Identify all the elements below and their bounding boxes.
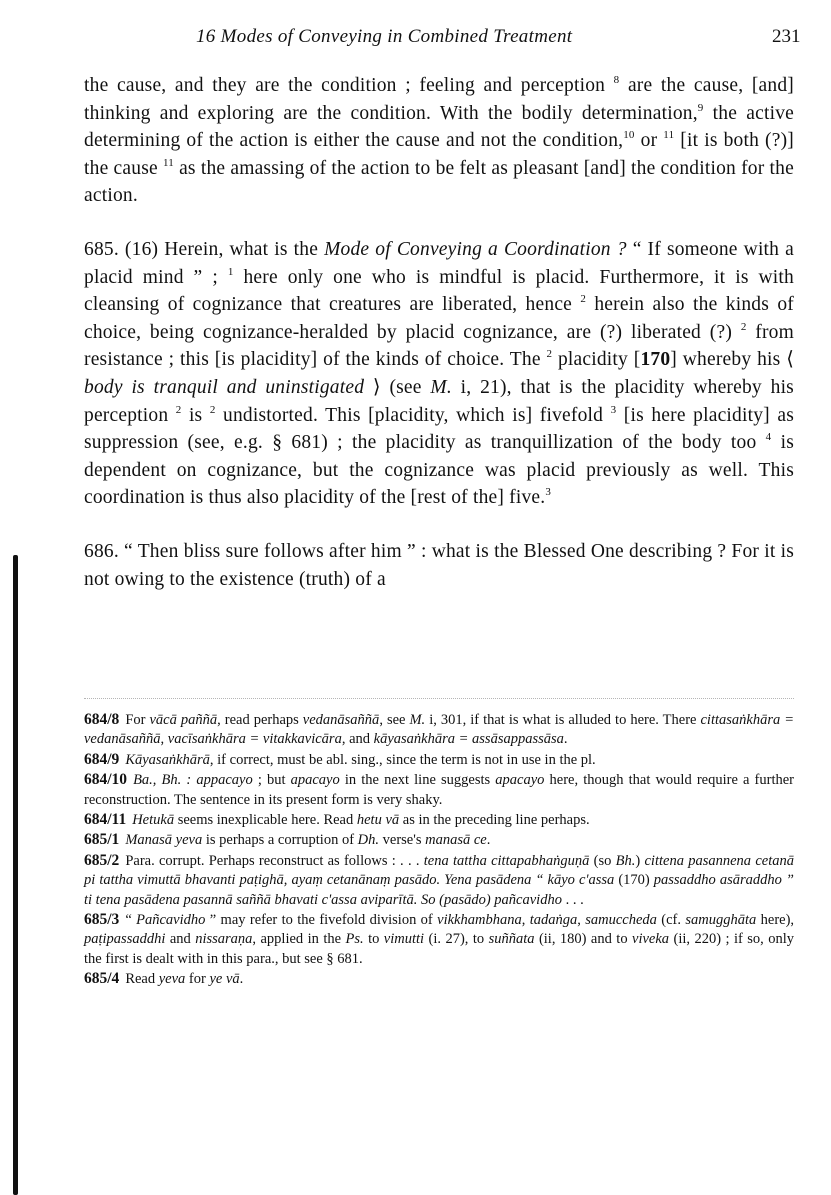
footnote-italic-run: Ps. xyxy=(345,931,364,948)
footnote-text-run: . xyxy=(239,971,244,988)
footnote-text-run: ; but xyxy=(252,772,291,789)
footnote-text-run: is perhaps a corruption of xyxy=(202,832,358,849)
footnote-italic-run: Hetukā xyxy=(132,812,175,829)
text-run: the active determining of the action is either the cause and not the condition, xyxy=(84,102,794,152)
footnote xyxy=(84,851,794,910)
folio-marker: 170 xyxy=(640,349,671,371)
text-run: as the amassing of the action to be felt as pleasant [and] the condition for the action. xyxy=(84,157,794,207)
footnote-divider xyxy=(84,698,794,699)
footnote-text-run: (ii, 180) and to xyxy=(534,931,633,948)
footnote xyxy=(84,830,794,850)
footnote-text-run: and xyxy=(165,931,196,948)
footnote-italic-run: Dh. xyxy=(357,832,380,849)
footnote-ref: 2 xyxy=(546,348,553,361)
text-run: 686. “ Then bliss sure follows after him ” : what is the Blessed One describing ? For it is not owing to the existence (truth) of a xyxy=(84,540,794,590)
footnote-italic-run: tena tattha cittapabhaṅguṇā xyxy=(423,852,590,869)
text-run: ] whereby his ⟨ xyxy=(670,349,795,371)
page-number: 231 xyxy=(772,26,801,47)
footnote-text-run: seems inexplicable here. Read xyxy=(174,812,357,829)
footnote-italic-run: samugghāta xyxy=(685,912,757,929)
footnote-text-run: , xyxy=(160,731,168,748)
footnote-label: 684/9 xyxy=(84,750,120,768)
footnote-label: 685/1 xyxy=(84,831,120,849)
footnote-italic-run: passaddho asāraddho ” ti tena pasādena pasannā saññā bhavati c'assa aviparītā. So (pasādo) pañcavidho xyxy=(84,872,794,908)
text-run: placidity [ xyxy=(552,349,641,371)
text-run: the cause, and they are the condition ; feeling and perception xyxy=(84,75,614,96)
footnote xyxy=(84,750,794,770)
footnote-text-run: i, 301, if that is what is alluded to here. There xyxy=(425,712,701,728)
footnote-italic-run: Ba., Bh. : appacayo xyxy=(133,772,253,789)
footnote-italic-run: ye vā xyxy=(209,971,240,988)
footnote-italic-run: tadaṅga xyxy=(529,912,578,929)
footnote-italic-run: cittasaṅkhāra = vedanāsaññā xyxy=(84,712,795,748)
text-run: [is here placidity] as suppression (see, e.g. § 681) ; the placidity as tranquillization of the body too xyxy=(84,404,794,454)
text-run: are the cause, [and] thinking and exploring are the condition. With the bodily determination, xyxy=(84,75,794,124)
footnote-ref: 2 xyxy=(580,293,587,306)
text-run: “ If someone with a placid mind ” ; xyxy=(84,238,794,288)
footnote-italic-run: Bh. xyxy=(615,852,636,869)
footnote-label: 684/11 xyxy=(84,811,127,829)
footnote-label: 684/10 xyxy=(84,771,128,789)
footnote xyxy=(84,910,794,969)
footnote-text-run: , see xyxy=(379,712,410,728)
footnote-italic-run: Manasā yeva xyxy=(125,832,203,849)
footnote xyxy=(84,770,794,810)
footnote-italic-run: suññata xyxy=(488,931,535,948)
footnote-label: 685/3 xyxy=(84,911,120,929)
footnote-italic-run: vacīsaṅkhāra = vitakkavicāra xyxy=(167,731,342,748)
text-run: i, 21), that is the placidity whereby his perception xyxy=(84,376,794,426)
footnote-label: 685/4 xyxy=(84,970,120,988)
footnote-text-run: ) xyxy=(635,852,645,869)
footnote-text-run: ” may refer to the fivefold division of xyxy=(205,912,438,929)
footnote-text-run: (170) xyxy=(614,872,654,889)
text-run: [it is both (?)] the cause xyxy=(84,130,794,179)
footnote-ref: 8 xyxy=(613,74,620,86)
text-run: undistorted. This [placidity, which is] fivefold xyxy=(215,404,611,426)
footnote-text-run: verse's xyxy=(379,832,426,849)
footnote-text-run: to xyxy=(363,931,384,948)
footnote-text-run: , and xyxy=(341,731,374,748)
footnote-ref: 2 xyxy=(175,403,182,416)
italic-quote: body is tranquil and uninstigated xyxy=(84,376,365,398)
footnote-ref: 11 xyxy=(162,156,174,169)
text-run: herein also the kinds of choice, being cognizance-heralded by placid cognizance, are (?) liberated (?) xyxy=(84,294,794,343)
footnote-text-run: here, though that would require a further reconstruction. The sentence in its present form is very shaky. xyxy=(84,772,795,808)
footnote-italic-run: yeva xyxy=(158,971,186,988)
footnote-text-run: (ii, 220) ; if so, only the first is dealt with in this para., but see § 681. xyxy=(84,931,794,967)
footnote-text-run: , xyxy=(521,912,530,929)
footnote-italic-run: kāyasaṅkhāra = assāsappassāsa xyxy=(373,731,564,748)
paragraph-685 xyxy=(84,236,794,512)
footnote-italic-run: samuccheda xyxy=(585,912,657,929)
text-run: ⟩ (see xyxy=(364,376,431,398)
footnote-ref: 1 xyxy=(227,265,234,278)
footnote-label: 685/2 xyxy=(84,851,120,869)
footnote-text-run: , if correct, must be abl. sing., since the term is not in use in the pl. xyxy=(209,751,596,768)
footnote-ref: 11 xyxy=(663,129,675,142)
text-run: is xyxy=(181,404,210,426)
main-text xyxy=(84,72,794,593)
footnote-ref: 3 xyxy=(610,403,617,416)
footnote-italic-run: apacayo xyxy=(495,772,545,789)
footnote-italic-run: vimutti xyxy=(383,931,425,948)
footnote-italic-run: hetu vā xyxy=(356,812,400,829)
footnote-text-run: , applied in the xyxy=(252,931,346,948)
footnote-text-run: , xyxy=(577,912,586,929)
footnote-text-run: (cf. xyxy=(656,912,686,929)
text-run: here only one who is mindful is placid. Furthermore, it is with cleansing of cognizance that creatures are liberated, hence xyxy=(84,266,794,316)
footnote-text-run: (i. 27), to xyxy=(424,931,489,948)
footnote-ref: 3 xyxy=(545,486,552,499)
footnote-text-run: . xyxy=(486,832,491,849)
footnote-italic-run: paṭipassaddhi xyxy=(84,931,166,948)
scan-binding-edge xyxy=(13,555,18,1195)
footnote-text-run: . xyxy=(563,731,568,748)
footnote-italic-run: apacayo xyxy=(290,772,340,789)
footnote-text-run: For xyxy=(125,712,150,728)
footnote-ref: 2 xyxy=(740,320,747,333)
footnote-text-run: (so xyxy=(589,852,616,869)
footnote-ref: 10 xyxy=(623,129,635,142)
running-title: 16 Modes of Conveying in Combined Treatment xyxy=(196,26,573,47)
footnote xyxy=(84,810,794,830)
text-run: 685. (16) Herein, what is the xyxy=(84,238,325,260)
footnote-italic-run: Kāyasaṅkhārā xyxy=(125,751,210,768)
footnote-ref: 9 xyxy=(697,101,704,114)
footnote-italic-run: vācā paññā xyxy=(149,712,218,728)
footnote-text-run: as in the preceding line perhaps. xyxy=(399,812,590,829)
text-run: or xyxy=(634,130,664,152)
text-run: from resistance ; this [is placidity] of the kinds of choice. The xyxy=(84,321,795,371)
footnote-text-run: , read perhaps xyxy=(217,712,303,728)
footnote-text-run: Read xyxy=(125,971,159,988)
section-heading-italic: Mode of Conveying a Coordination ? xyxy=(324,238,627,260)
footnote-text-run: here), xyxy=(756,912,795,929)
footnote xyxy=(84,710,794,750)
footnote-text-run: for xyxy=(185,971,210,988)
footnote-ref: 4 xyxy=(765,431,772,444)
paragraph-continuation xyxy=(84,72,794,210)
footnote-italic-run: viveka xyxy=(632,931,670,948)
footnote-text-run: “ xyxy=(125,912,137,929)
footnote-italic-run: vedanāsaññā xyxy=(302,712,380,728)
footnote xyxy=(84,969,794,989)
footnote-text-run: . . . xyxy=(561,891,584,908)
footnote-italic-run: cittena pasannena cetanā pi tattha vimuttā bhavanti paṭighā, ayaṃ cetanānaṃ pasādo. Yena pasādena “ kāyo c'assa xyxy=(84,852,794,889)
footnote-label: 684/8 xyxy=(84,711,120,728)
footnote-text-run: in the next line suggests xyxy=(339,772,496,789)
footnote-italic-run: vikkhambhana xyxy=(437,912,522,929)
footnote-text-run: Para. corrupt. Perhaps reconstruct as follows : . . . xyxy=(125,852,424,869)
text-run: is dependent on cognizance, but the cognizance was placid previously as well. This coordination is thus also placidity of the [rest of the] five. xyxy=(84,432,794,509)
italic-abbrev: M. xyxy=(430,376,452,398)
footnote-italic-run: Pañcavidho xyxy=(136,912,206,929)
footnote-italic-run: nissaraṇa xyxy=(195,931,253,948)
footnote-ref: 2 xyxy=(209,403,216,416)
paragraph-686 xyxy=(84,538,794,593)
footnote-italic-run: manasā ce xyxy=(425,832,487,849)
footnote-italic-run: M. xyxy=(409,712,426,728)
footnotes xyxy=(84,710,794,990)
